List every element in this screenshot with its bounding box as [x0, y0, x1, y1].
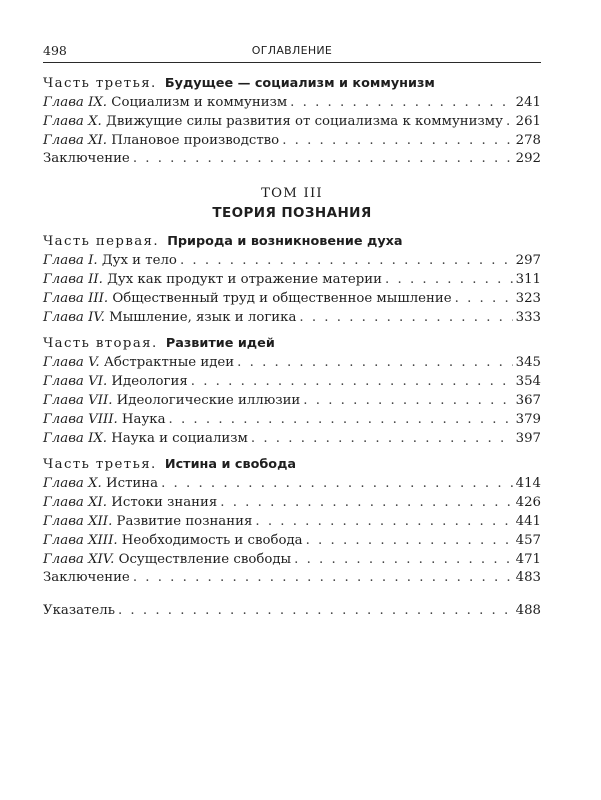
- entry-text: [43, 113, 503, 132]
- toc-section-part1: [43, 232, 541, 327]
- entry-text: [43, 602, 115, 621]
- toc-entry[interactable]: [43, 309, 541, 328]
- dot-leader: [133, 569, 513, 588]
- chapter-label: Глава VI.: [43, 374, 108, 390]
- entry-text: [43, 569, 130, 588]
- part-title: Будущее — социализм и коммунизм: [164, 76, 435, 91]
- entry-text: [43, 309, 296, 328]
- part-heading: [43, 232, 541, 252]
- entry-text: [43, 150, 130, 169]
- entry-page-number: 483: [515, 570, 541, 586]
- entry-page-number: 457: [515, 532, 541, 548]
- chapter-label: Глава V.: [43, 355, 100, 371]
- toc-entry[interactable]: [43, 150, 541, 169]
- chapter-label: Глава X.: [43, 476, 102, 492]
- entry-title: Необходимость и свобода: [121, 532, 303, 548]
- toc-entry[interactable]: [43, 513, 541, 532]
- dot-leader: [237, 354, 512, 373]
- entry-page-number: 311: [515, 271, 541, 287]
- chapter-label: Глава IX.: [43, 95, 108, 110]
- entry-text: [43, 354, 234, 373]
- running-header: [43, 42, 541, 63]
- entry-page-number: 323: [515, 290, 541, 306]
- toc-entry[interactable]: [43, 475, 541, 494]
- entry-title: Дух как продукт и отражение материи: [107, 271, 383, 287]
- dot-leader: [455, 290, 513, 309]
- part-label: Часть вторая.: [43, 336, 158, 352]
- part-heading: [43, 74, 541, 94]
- entry-title: Дух и тело: [101, 253, 177, 269]
- entry-page-number: 278: [515, 132, 541, 148]
- page-number: 498: [43, 43, 67, 58]
- entry-list: [43, 354, 541, 448]
- entry-text: [43, 252, 177, 271]
- toc-section-vol2-part3: [43, 74, 541, 169]
- chapter-label: Глава I.: [43, 253, 98, 269]
- entry-page-number: 488: [515, 603, 541, 619]
- entry-text: [43, 373, 188, 392]
- entry-page-number: 471: [515, 551, 541, 567]
- entry-page-number: 441: [515, 513, 541, 529]
- entry-page-number: 241: [515, 95, 541, 110]
- entry-text: [43, 430, 248, 449]
- entry-title: Наука: [121, 411, 166, 427]
- entry-page-number: 297: [515, 253, 541, 269]
- entry-title: Плановое производство: [111, 132, 280, 148]
- dot-leader: [306, 532, 513, 551]
- toc-section-part3: [43, 455, 541, 588]
- chapter-label: Глава XI.: [43, 132, 108, 148]
- entry-title: Заключение: [43, 570, 130, 586]
- entry-text: [43, 551, 291, 570]
- toc-entry[interactable]: [43, 113, 541, 132]
- toc-entry[interactable]: [43, 411, 541, 430]
- toc-entry[interactable]: [43, 271, 541, 290]
- chapter-label: Глава XI.: [43, 495, 108, 511]
- entry-title: Осуществление свободы: [118, 551, 292, 567]
- entry-text: [43, 532, 303, 551]
- entry-page-number: 426: [515, 495, 541, 511]
- dot-leader: [191, 373, 513, 392]
- chapter-label: Глава XIII.: [43, 532, 118, 548]
- dot-leader: [282, 132, 512, 151]
- dot-leader: [385, 271, 513, 290]
- dot-leader: [255, 513, 512, 532]
- dot-leader: [118, 602, 513, 621]
- entry-title: Заключение: [43, 151, 130, 167]
- part-label: Часть первая.: [43, 234, 159, 250]
- entry-title: Наука и социализм: [111, 430, 248, 446]
- chapter-label: Глава VII.: [43, 392, 113, 408]
- entry-title: Мышление, язык и логика: [109, 309, 297, 325]
- toc-entry[interactable]: [43, 290, 541, 309]
- volume-label: ТОМ III: [261, 186, 323, 202]
- chapter-label: Глава X.: [43, 113, 102, 129]
- entry-page-number: 261: [515, 113, 541, 129]
- dot-leader: [220, 494, 512, 513]
- part-title: Истина и свобода: [164, 457, 297, 473]
- entry-page-number: 379: [515, 411, 541, 427]
- part-heading: [43, 334, 541, 354]
- dot-leader: [303, 392, 512, 411]
- chapter-label: Глава II.: [43, 271, 103, 287]
- chapter-label: Глава XIV.: [43, 551, 115, 567]
- dot-leader: [290, 94, 512, 113]
- entry-list: [43, 94, 541, 169]
- table-of-contents: [43, 74, 541, 621]
- dot-leader: [506, 113, 513, 132]
- toc-entry[interactable]: [43, 532, 541, 551]
- running-title: ОГЛАВЛЕНИЕ: [251, 44, 333, 57]
- entry-text: [43, 475, 158, 494]
- entry-page-number: 367: [515, 392, 541, 408]
- entry-page-number: 345: [515, 355, 541, 371]
- entry-title: Истина: [106, 476, 159, 492]
- toc-section-part2: [43, 334, 541, 448]
- chapter-label: Глава III.: [43, 290, 109, 306]
- toc-entry[interactable]: [43, 551, 541, 570]
- entry-text: [43, 290, 452, 309]
- chapter-label: Глава XII.: [43, 513, 113, 529]
- chapter-label: Глава IV.: [43, 309, 105, 325]
- volume-heading: [43, 185, 541, 225]
- entry-title: Идеология: [111, 374, 188, 390]
- entry-page-number: 292: [515, 151, 541, 167]
- entry-list: [43, 475, 541, 588]
- toc-entry[interactable]: [43, 94, 541, 113]
- entry-text: [43, 411, 166, 430]
- dot-leader: [294, 551, 512, 570]
- entry-title: Общественный труд и общественное мышление: [112, 290, 452, 306]
- toc-entry[interactable]: [43, 132, 541, 151]
- dot-leader: [180, 252, 513, 271]
- toc-entry[interactable]: [43, 392, 541, 411]
- dot-leader: [251, 430, 513, 449]
- toc-entry[interactable]: [43, 252, 541, 271]
- entry-page-number: 414: [515, 476, 541, 492]
- dot-leader: [161, 475, 513, 494]
- part-title: Природа и возникновение духа: [167, 234, 403, 250]
- part-title: Развитие идей: [165, 336, 275, 352]
- part-label: Часть третья.: [43, 457, 157, 473]
- entry-text: [43, 132, 279, 151]
- part-label: Часть третья.: [43, 76, 157, 91]
- entry-text: [43, 513, 252, 532]
- entry-title: Указатель: [43, 603, 115, 619]
- entry-text: [43, 392, 300, 411]
- part-heading: [43, 455, 541, 475]
- dot-leader: [299, 309, 512, 328]
- entry-title: Развитие познания: [116, 513, 253, 529]
- volume-title: ТЕОРИЯ ПОЗНАНИЯ: [212, 205, 372, 222]
- entry-page-number: 354: [515, 374, 541, 390]
- toc-entry[interactable]: [43, 430, 541, 449]
- entry-title: Истоки знания: [111, 495, 218, 511]
- entry-title: Движущие силы развития от социализма к коммунизму: [106, 113, 503, 129]
- entry-title: Идеологические иллюзии: [116, 392, 301, 408]
- entry-list: [43, 252, 541, 327]
- chapter-label: Глава VIII.: [43, 411, 118, 427]
- entry-title: Социализм и коммунизм: [111, 95, 288, 110]
- toc-entry[interactable]: [43, 494, 541, 513]
- entry-page-number: 397: [515, 430, 541, 446]
- dot-leader: [133, 150, 513, 169]
- toc-entry[interactable]: [43, 569, 541, 588]
- entry-text: [43, 494, 217, 513]
- toc-entry[interactable]: [43, 354, 541, 373]
- chapter-label: Глава IX.: [43, 430, 108, 446]
- entry-text: [43, 271, 382, 290]
- entry-page-number: 333: [515, 309, 541, 325]
- toc-entry[interactable]: [43, 373, 541, 392]
- dot-leader: [169, 411, 513, 430]
- toc-entry-index[interactable]: [43, 602, 541, 621]
- entry-title: Абстрактные идеи: [103, 355, 235, 371]
- entry-text: [43, 94, 287, 113]
